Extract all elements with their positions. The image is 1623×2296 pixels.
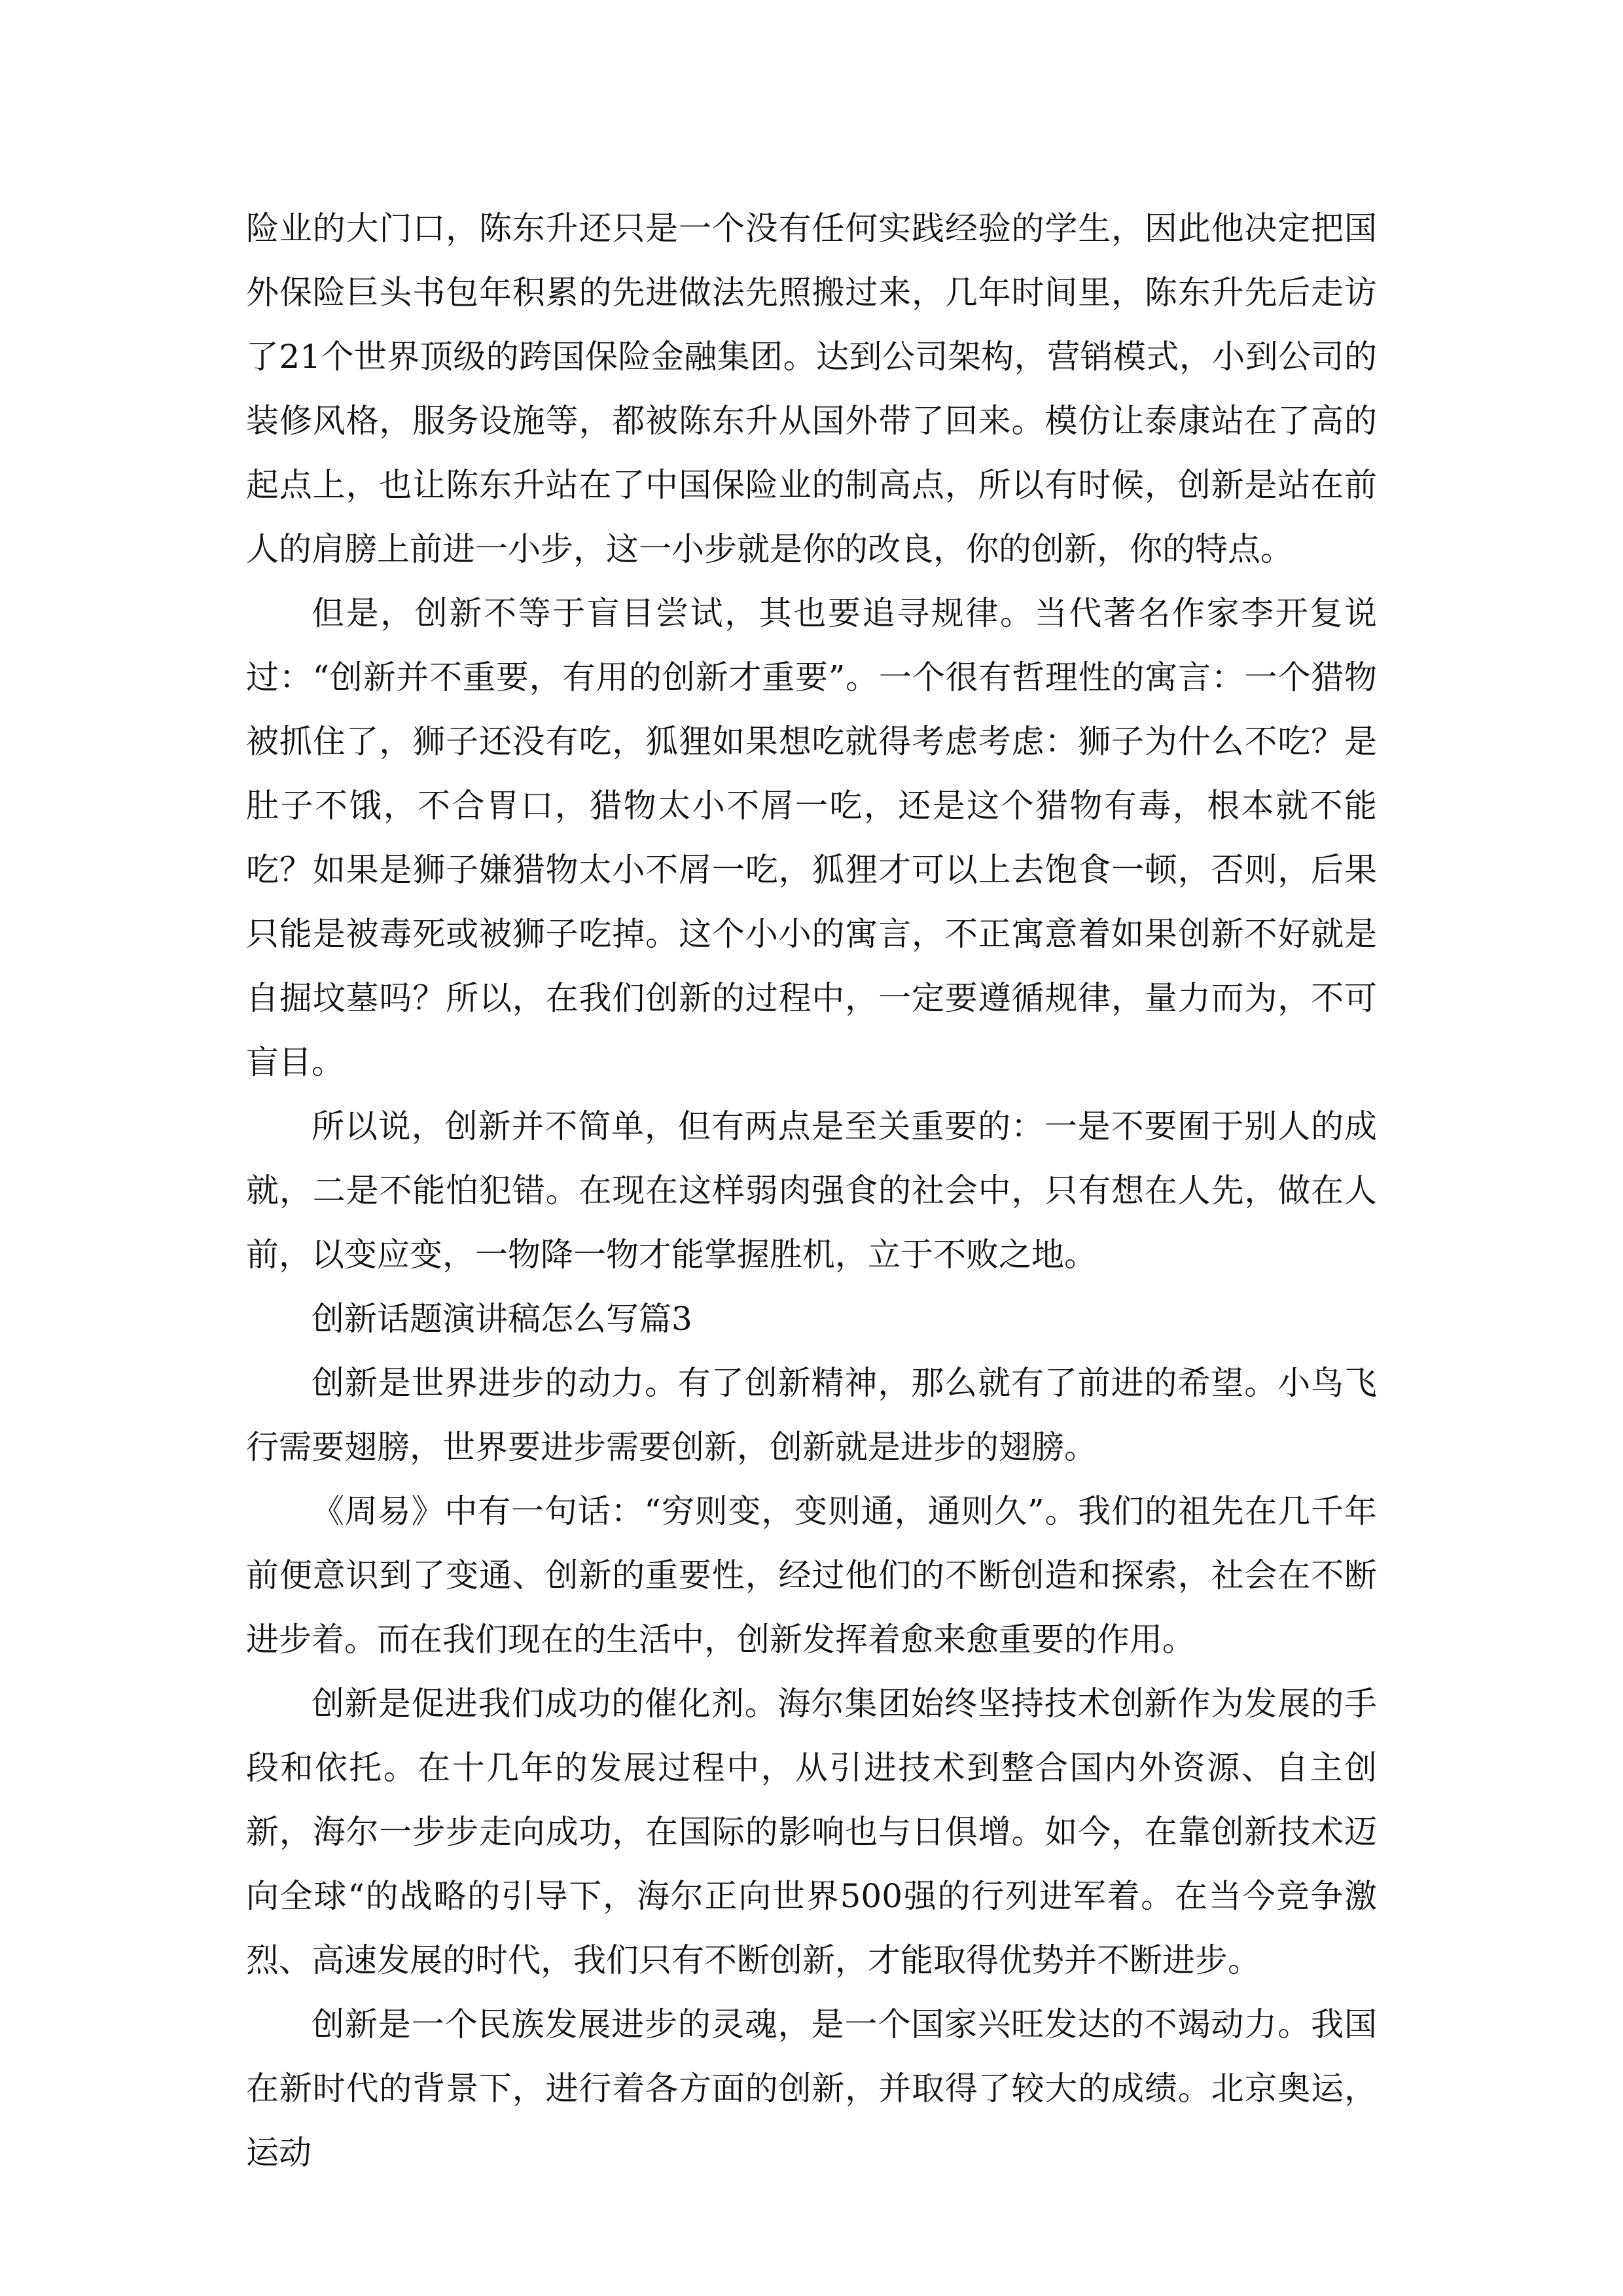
- paragraph: 创新是一个民族发展进步的灵魂，是一个国家兴旺发达的不竭动力。我国在新时代的背景下，进行着各方面的创新，并取得了较大的成绩。北京奥运，运动: [246, 2005, 1377, 2172]
- paragraph: 《周易》中有一句话：“穷则变，变则通，通则久”。我们的祖先在几千年前便意识到了变通、创新的重要性，经过他们的不断创造和探索，社会在不断进步着。而在我们现在的生活中，创新发挥着愈来愈重要的作用。: [246, 1492, 1377, 1659]
- paragraph: 但是，创新不等于盲目尝试，其也要追寻规律。当代著名作家李开复说过：“创新并不重要，有用的创新才重要”。一个很有哲理性的寓言：一个猎物被抓住了，狮子还没有吃，狐狸如果想吃就得考虑考虑：狮子为什么不吃？是肚子不饿，不合胃口，猎物太小不屑一吃，还是这个猎物有毒，根本就不能吃？如果是狮子嫌猎物太小不屑一吃，狐狸才可以上去饱食一顿，否则，后果只能是被毒死或被狮子吃掉。这个小小的寓言，不正寓意着如果创新不好就是自掘坟墓吗？所以，在我们创新的过程中，一定要遵循规律，量力而为，不可盲目。: [246, 594, 1377, 1081]
- section-heading: 创新话题演讲稿怎么写篇3: [312, 1300, 692, 1338]
- paragraph: 创新是世界进步的动力。有了创新精神，那么就有了前进的希望。小鸟飞行需要翅膀，世界要进步需要创新，创新就是进步的翅膀。: [246, 1364, 1377, 1466]
- paragraph: 创新是促进我们成功的催化剂。海尔集团始终坚持技术创新作为发展的手段和依托。在十几年的发展过程中，从引进技术到整合国内外资源、自主创新，海尔一步步走向成功，在国际的影响也与日俱增。如今，在靠创新技术迈向全球“的战略的引导下，海尔正向世界500强的行列进军着。在当今竞争激烈、高速发展的时代，我们只有不断创新，才能取得优势并不断进步。: [246, 1685, 1377, 1979]
- paragraph: 所以说，创新并不简单，但有两点是至关重要的：一是不要囿于别人的成就，二是不能怕犯错。在现在这样弱肉强食的社会中，只有想在人先，做在人前，以变应变，一物降一物才能掌握胜机，立于不败之地。: [246, 1107, 1377, 1274]
- document-body: [246, 196, 1377, 2185]
- paragraph-continued: 险业的大门口，陈东升还只是一个没有任何实践经验的学生，因此他决定把国外保险巨头书包年积累的先进做法先照搬过来，几年时间里，陈东升先后走访了21个世界顶级的跨国保险金融集团。达到公司架构，营销模式，小到公司的装修风格，服务设施等，都被陈东升从国外带了回来。模仿让泰康站在了高的起点上，也让陈东升站在了中国保险业的制高点，所以有时候，创新是站在前人的肩膀上前进一小步，这一小步就是你的改良，你的创新，你的特点。: [246, 209, 1377, 568]
